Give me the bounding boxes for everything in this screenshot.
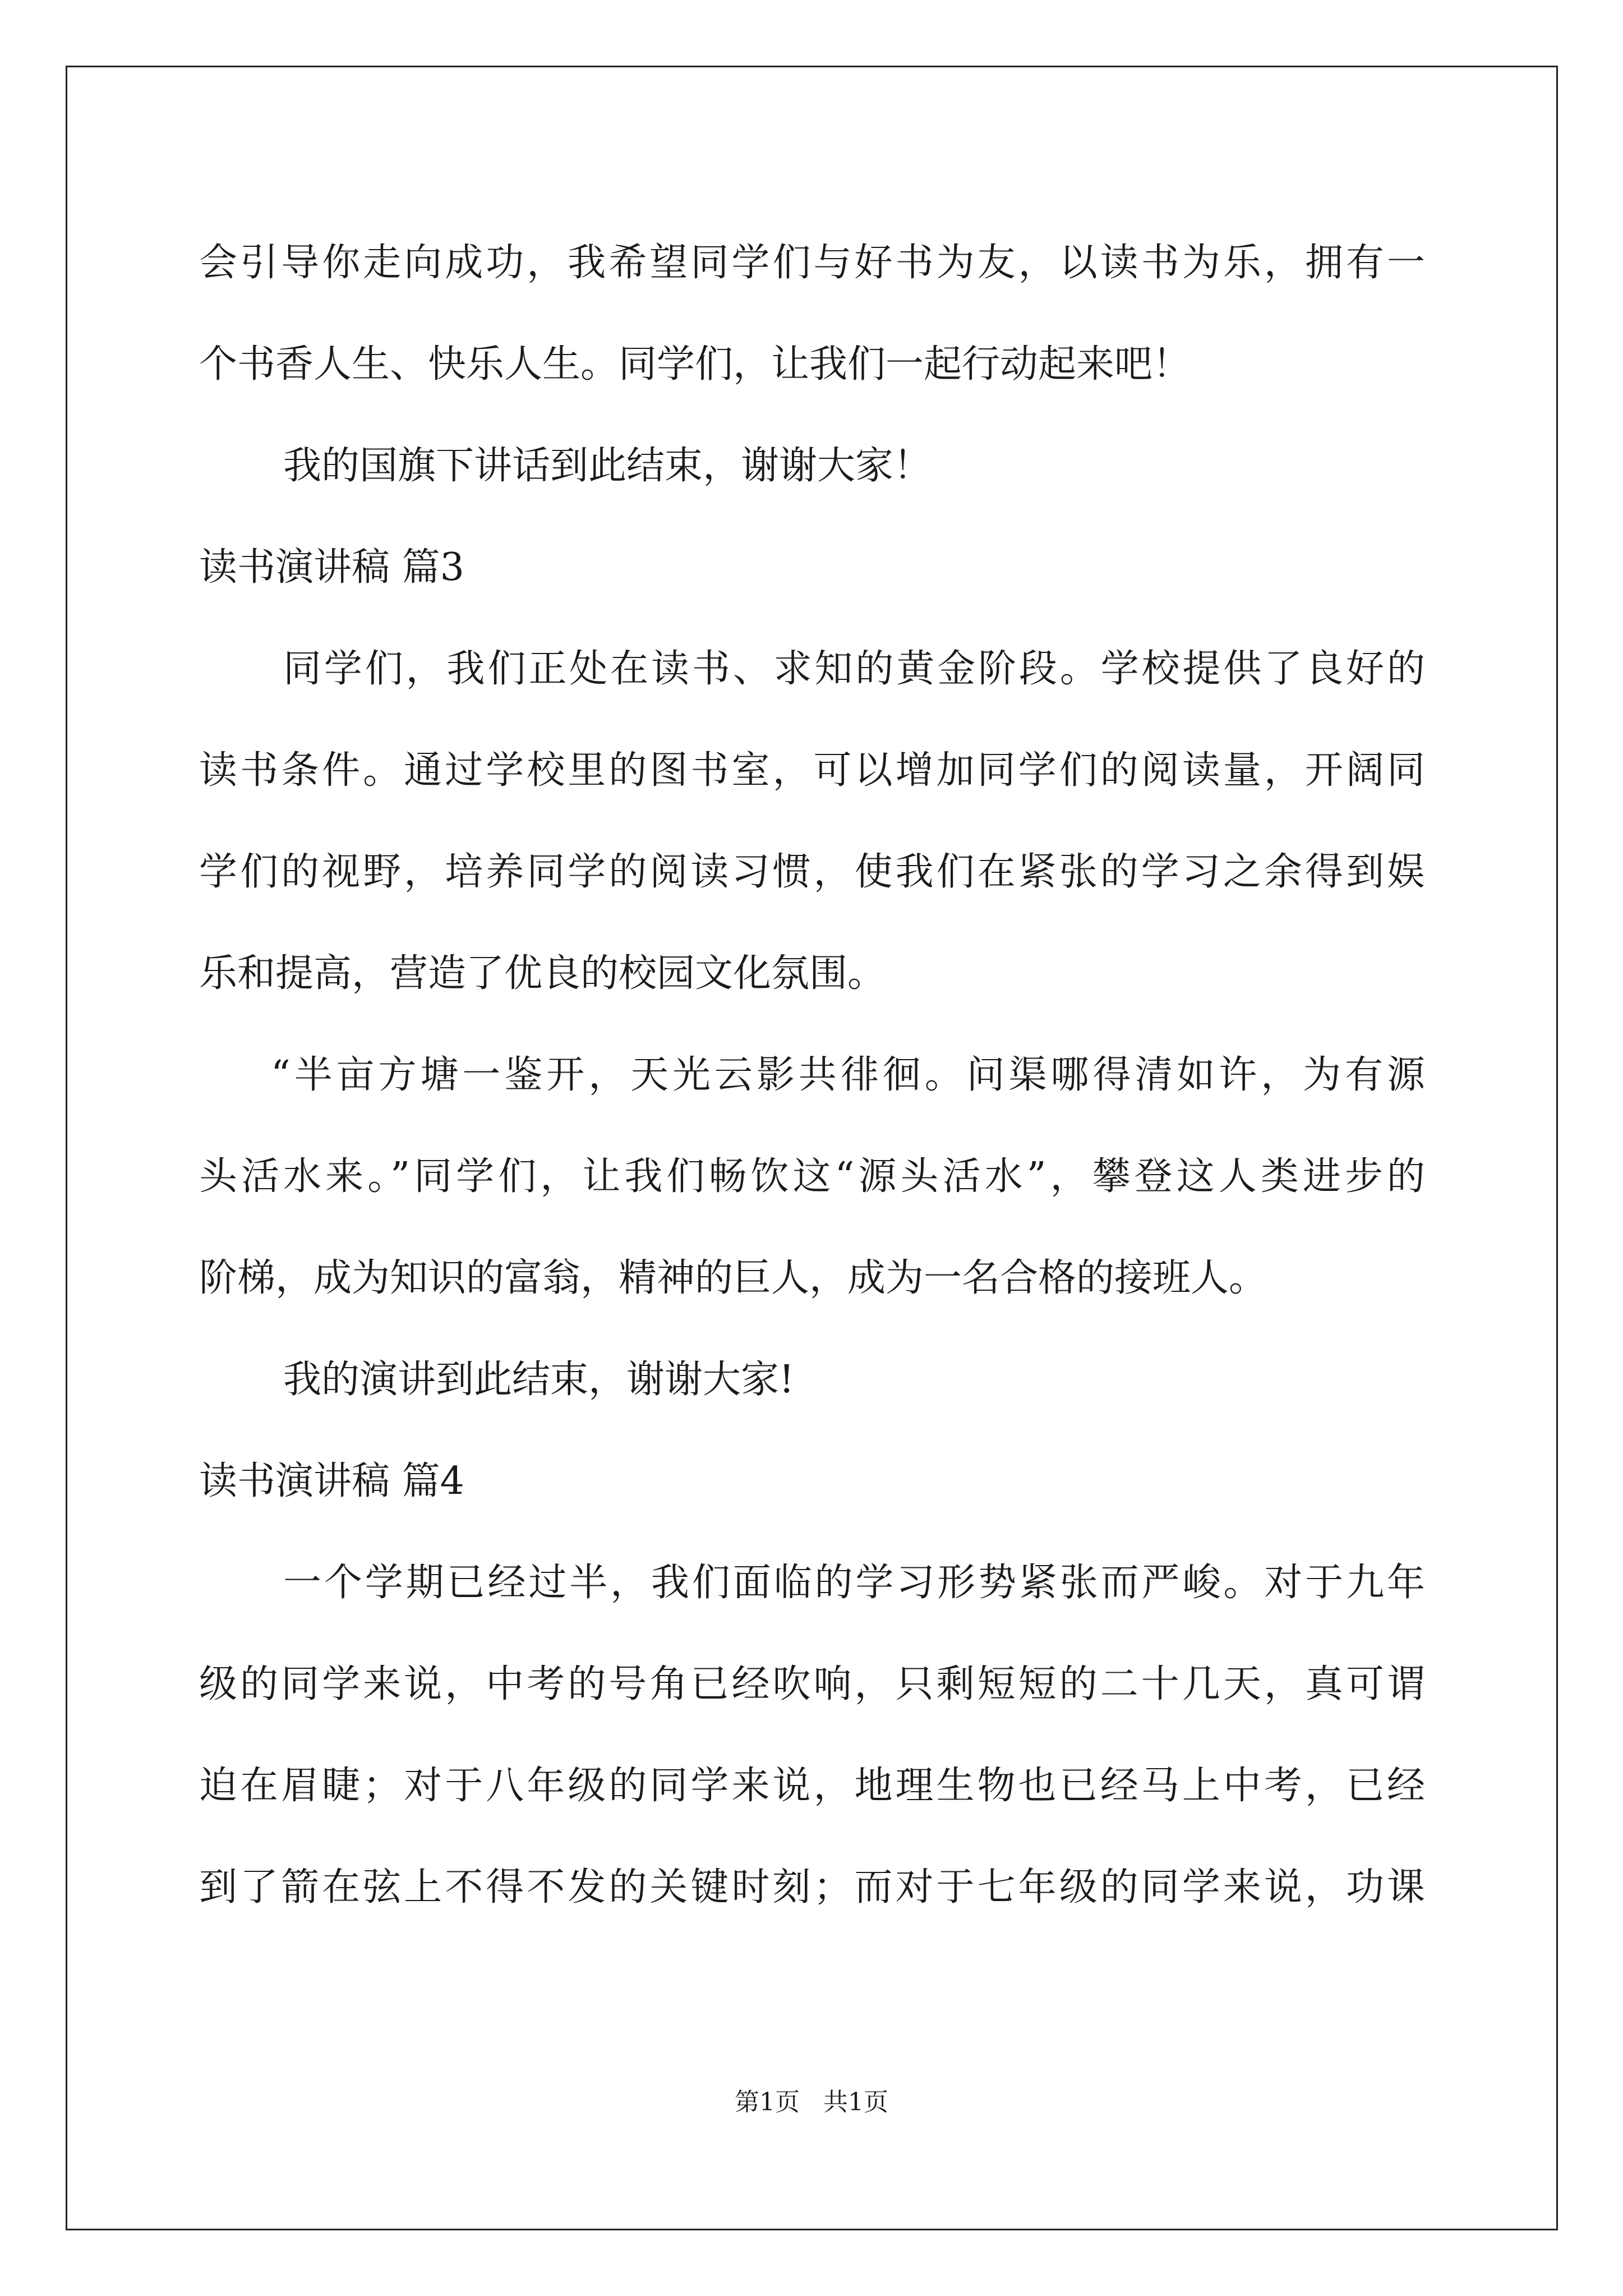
text-line: “半亩方塘一鉴开，天光云影共徘徊。问渠哪得清如许，为有源 <box>271 1053 1425 1097</box>
text-line: 同学们，我们正处在读书、求知的黄金阶段。学校提供了良好的 <box>283 647 1425 691</box>
text-line: 级的同学来说，中考的号角已经吹响，只剩短短的二十几天，真可谓 <box>199 1662 1425 1706</box>
text-line: 乐和提高，营造了优良的校园文化氛围。 <box>199 951 886 996</box>
text-line: 学们的视野，培养同学的阅读习惯，使我们在紧张的学习之余得到娱 <box>199 850 1425 894</box>
page-total: 共1页 <box>823 2088 888 2116</box>
text-line: 一个学期已经过半，我们面临的学习形势紧张而严峻。对于九年 <box>283 1561 1425 1605</box>
closing-line: 我的国旗下讲话到此结束，谢谢大家！ <box>283 444 932 488</box>
text-line: 会引导你走向成功，我希望同学们与好书为友，以读书为乐，拥有一 <box>199 241 1425 285</box>
text-line: 个书香人生、快乐人生。同学们，让我们一起行动起来吧！ <box>199 342 1191 386</box>
section-heading: 读书演讲稿 篇4 <box>199 1459 464 1503</box>
text-line: 到了箭在弦上不得不发的关键时刻；而对于七年级的同学来说，功课 <box>199 1865 1425 1910</box>
page-number: 第1页 <box>735 2088 800 2116</box>
text-line: 读书条件。通过学校里的图书室，可以增加同学们的阅读量，开阔同 <box>199 748 1425 793</box>
text-line: 迫在眉睫；对于八年级的同学来说，地理生物也已经马上中考，已经 <box>199 1764 1425 1808</box>
document-body <box>199 212 1425 1938</box>
closing-line: 我的演讲到此结束，谢谢大家! <box>283 1358 795 1402</box>
text-line: 阶梯，成为知识的富翁，精神的巨人，成为一名合格的接班人。 <box>199 1256 1267 1300</box>
page-footer <box>0 2086 1623 2119</box>
text-line: 头活水来。”同学们，让我们畅饮这“源头活水”，攀登这人类进步的 <box>199 1154 1425 1199</box>
section-heading: 读书演讲稿 篇3 <box>199 545 464 590</box>
